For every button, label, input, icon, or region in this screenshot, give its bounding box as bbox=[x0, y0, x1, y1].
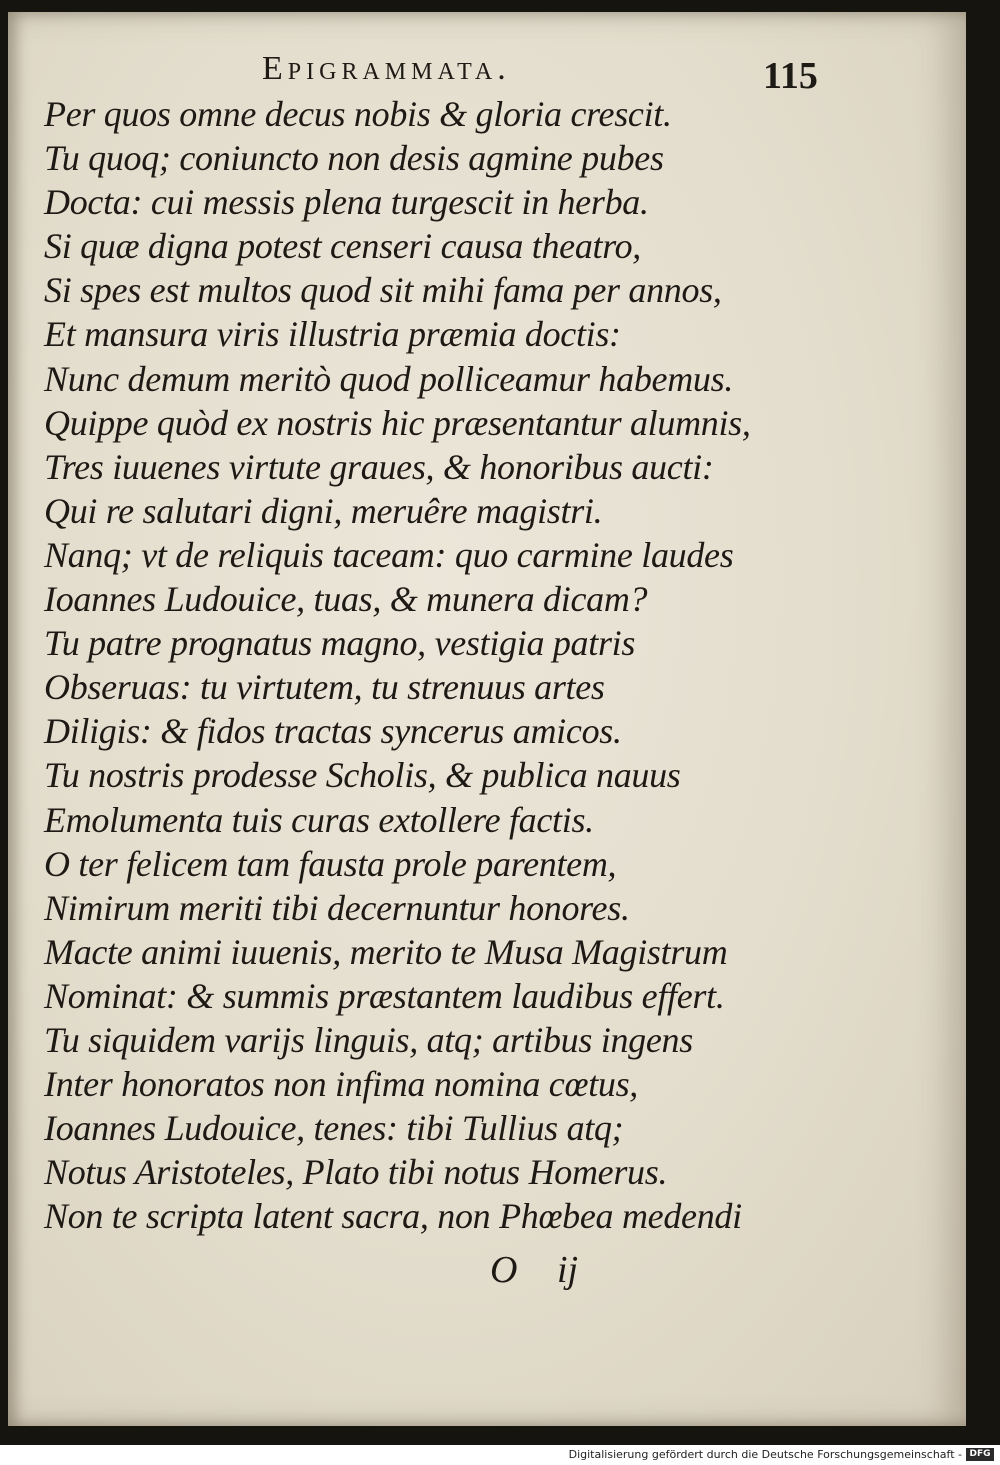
verse-line: Nanq; vt de reliquis taceam: quo carmine laudes bbox=[44, 534, 734, 575]
verse-line: Inter honoratos non infima nomina cœtus, bbox=[44, 1064, 639, 1105]
verse-line: Diligis: & fidos tractas syncerus amicos. bbox=[44, 711, 622, 752]
verse-line: Obseruas: tu virtutem, tu strenuus artes bbox=[44, 667, 605, 708]
verse-line: Macte animi iuuenis, merito te Musa Magistrum bbox=[44, 931, 728, 972]
page-number: 115 bbox=[763, 55, 818, 97]
verse-line: Tu patre prognatus magno, vestigia patris bbox=[44, 623, 636, 664]
verse-line: Ioannes Ludouice, tuas, & munera dicam? bbox=[44, 579, 648, 620]
verse-line: Si quæ digna potest censeri causa theatro, bbox=[44, 226, 642, 267]
dfg-logo: DFG bbox=[966, 1448, 994, 1461]
verse-line: Quippe quòd ex nostris hic præsentantur alumnis, bbox=[44, 402, 751, 443]
verse-line: Nunc demum meritò quod polliceamur habemus. bbox=[44, 358, 734, 399]
signature-mark: O ij bbox=[490, 1249, 579, 1291]
verse-line: Et mansura viris illustria præmia doctis: bbox=[44, 314, 621, 355]
verse-line: Tu siquidem varijs linguis, atq; artibus ingens bbox=[44, 1019, 693, 1060]
show-through-text bbox=[778, 92, 838, 1092]
verse-line: Qui re salutari digni, meruêre magistri. bbox=[44, 490, 603, 531]
verse-line: Non te scripta latent sacra, non Phœbea medendi bbox=[44, 1196, 742, 1237]
verse-line: Ioannes Ludouice, tenes: tibi Tullius atq; bbox=[44, 1108, 624, 1149]
funding-credit: Digitalisierung gefördert durch die Deutsche Forschungsgemeinschaft - bbox=[568, 1448, 962, 1461]
verse-line: Tres iuuenes virtute graues, & honoribus aucti: bbox=[44, 446, 714, 487]
verse-list bbox=[44, 92, 764, 1238]
verse-line: Nominat: & summis præstantem laudibus effert. bbox=[44, 975, 725, 1016]
verse-line: O ter felicem tam fausta prole parentem, bbox=[44, 843, 617, 884]
verse-line: Notus Aristoteles, Plato tibi notus Homerus. bbox=[44, 1152, 668, 1193]
verse-line: Nimirum meriti tibi decernuntur honores. bbox=[44, 887, 630, 928]
verse-line: Tu quoq; coniuncto non desis agmine pubes bbox=[44, 138, 664, 179]
running-header: Epigrammata. bbox=[262, 50, 511, 87]
verse-line: Per quos omne decus nobis & gloria crescit. bbox=[44, 94, 672, 134]
verse-line: Si spes est multos quod sit mihi fama per annos, bbox=[44, 270, 722, 311]
verse-line: Tu nostris prodesse Scholis, & publica nauus bbox=[44, 755, 681, 796]
digitization-footer bbox=[0, 1445, 1000, 1465]
verse-line: Docta: cui messis plena turgescit in herba. bbox=[44, 182, 649, 223]
verse-line: Emolumenta tuis curas extollere factis. bbox=[44, 799, 594, 840]
